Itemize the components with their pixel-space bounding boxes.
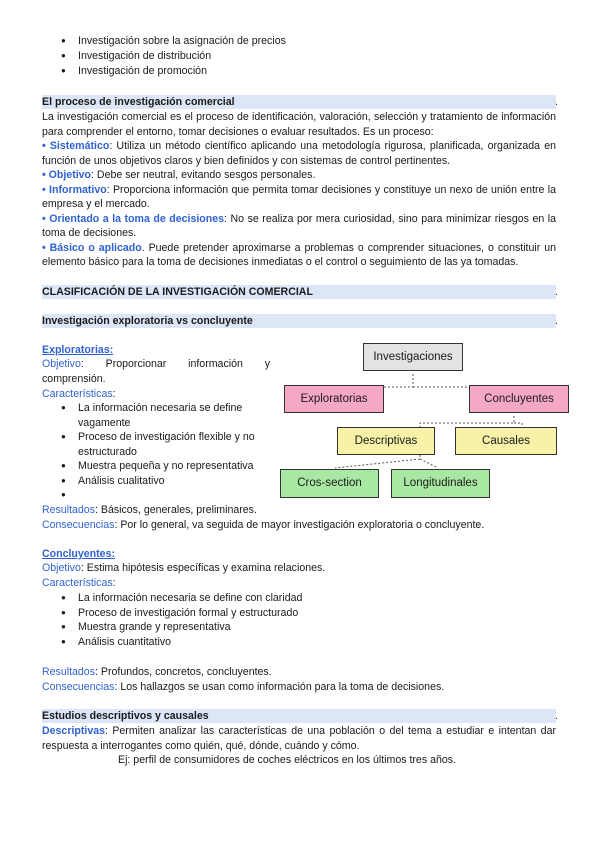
- section-heading-text: Investigación exploratoria vs concluyente: [42, 315, 253, 327]
- list-item: ● La información necesaria se define vagamente: [50, 401, 280, 430]
- exploratorias-resultados: Resultados: Básicos, generales, preliminares.: [42, 504, 257, 516]
- concluyentes-caracteristicas-list: [50, 591, 450, 649]
- exploratorias-caracteristicas-list: [50, 401, 280, 503]
- diagram-node-descriptivas: Descriptivas: [337, 427, 435, 455]
- list-item: ● Análisis cualitativo: [50, 474, 280, 489]
- diagram-node-cros-section: Cros-section: [280, 469, 379, 498]
- list-item: ● Muestra pequeña y no representativa: [50, 459, 280, 474]
- proceso-item-orientado: • Orientado a la toma de decisiones: No se realiza por mera curiosidad, sino para minimizar riesgos en la toma de decisiones.: [42, 212, 557, 239]
- list-item: [50, 488, 280, 503]
- proceso-item-objetivo: • Objetivo: Debe ser neutral, evitando sesgos personales.: [42, 169, 316, 181]
- diagram-node-root: Investigaciones: [363, 343, 463, 371]
- section-heading-explor-vs: Investigación exploratoria vs concluyente .: [42, 315, 558, 327]
- section-heading-proceso: El proceso de investigación comercial .: [42, 96, 558, 108]
- proceso-intro: La investigación comercial es el proceso de identificación, valoración, selección y tratamiento de información para comprender el entorno, tomar decisiones o evaluar resultados. Es un proceso:: [42, 111, 556, 138]
- concluyentes-caracteristicas-label: Características:: [42, 577, 116, 589]
- proceso-item-informativo: • Informativo: Proporciona información que permita tomar decisiones y constituye un nexo de unión entre la empresa y el mercado.: [42, 183, 556, 210]
- estudios-ejemplo: Ej: perfil de consumidores de coches eléctricos en los últimos tres años.: [118, 754, 456, 766]
- section-heading-text: CLASIFICACIÓN DE LA INVESTIGACIÓN COMERCIAL: [42, 286, 313, 298]
- list-item: ● Proceso de investigación formal y estructurado: [50, 606, 450, 621]
- exploratorias-caracteristicas-label: Características:: [42, 388, 116, 400]
- estudios-descriptivas: Descriptivas: Permiten analizar las características de una población o del tema a estudiar e intentan dar respuesta a interrogantes como quién, qué, dónde, cuándo y cómo.: [42, 725, 556, 752]
- proceso-item-basico: • Básico o aplicado. Puede pretender aproximarse a problemas o comprender situaciones, o constituir un elemento básico para la toma de decisiones inmediatas o el control o seguimiento de las ya tomadas.: [42, 241, 556, 268]
- concluyentes-title: Concluyentes:: [42, 548, 115, 560]
- section-heading-clasificacion: CLASIFICACIÓN DE LA INVESTIGACIÓN COMERCIAL .: [42, 286, 558, 298]
- diagram-node-exploratorias: Exploratorias: [284, 385, 384, 413]
- exploratorias-consecuencias: Consecuencias: Por lo general, va seguida de mayor investigación exploratoria o concluyente.: [42, 519, 485, 531]
- list-item: ● La información necesaria se define con claridad: [50, 591, 450, 606]
- section-heading-text: El proceso de investigación comercial: [42, 96, 235, 108]
- diagram-node-concluyentes: Concluyentes: [469, 385, 569, 413]
- concluyentes-resultados: Resultados: Profundos, concretos, concluyentes.: [42, 666, 272, 678]
- list-item: ● Proceso de investigación flexible y no estructurado: [50, 430, 280, 459]
- proceso-body: [42, 110, 556, 270]
- proceso-item-sistematico: • Sistemático: Utiliza un método científico aplicando una metodología rigurosa, planificada, organizada en función de unos objetivos claros y bien definidos y con sistemas de control pertinentes.: [42, 140, 556, 167]
- top-bullet-list: [50, 34, 286, 79]
- diagram-node-causales: Causales: [455, 427, 557, 455]
- list-item: ● Investigación de distribución: [50, 49, 286, 64]
- list-item: ● Investigación sobre la asignación de precios: [50, 34, 286, 49]
- concluyentes-consecuencias: Consecuencias: Los hallazgos se usan como información para la toma de decisiones.: [42, 681, 445, 693]
- exploratorias-objetivo: Objetivo: Proporcionar información y comprensión.: [42, 358, 270, 385]
- concluyentes-objetivo: Objetivo: Estima hipótesis específicas y examina relaciones.: [42, 562, 326, 574]
- diagram-node-longitudinales: Longitudinales: [391, 469, 490, 498]
- list-item: ● Investigación de promoción: [50, 64, 286, 79]
- section-heading-text: Estudios descriptivos y causales: [42, 710, 209, 722]
- list-item: ● Muestra grande y representativa: [50, 620, 450, 635]
- section-heading-estudios: Estudios descriptivos y causales .: [42, 710, 558, 722]
- list-item: ● Análisis cuantitativo: [50, 635, 450, 650]
- exploratorias-title: Exploratorias:: [42, 344, 114, 356]
